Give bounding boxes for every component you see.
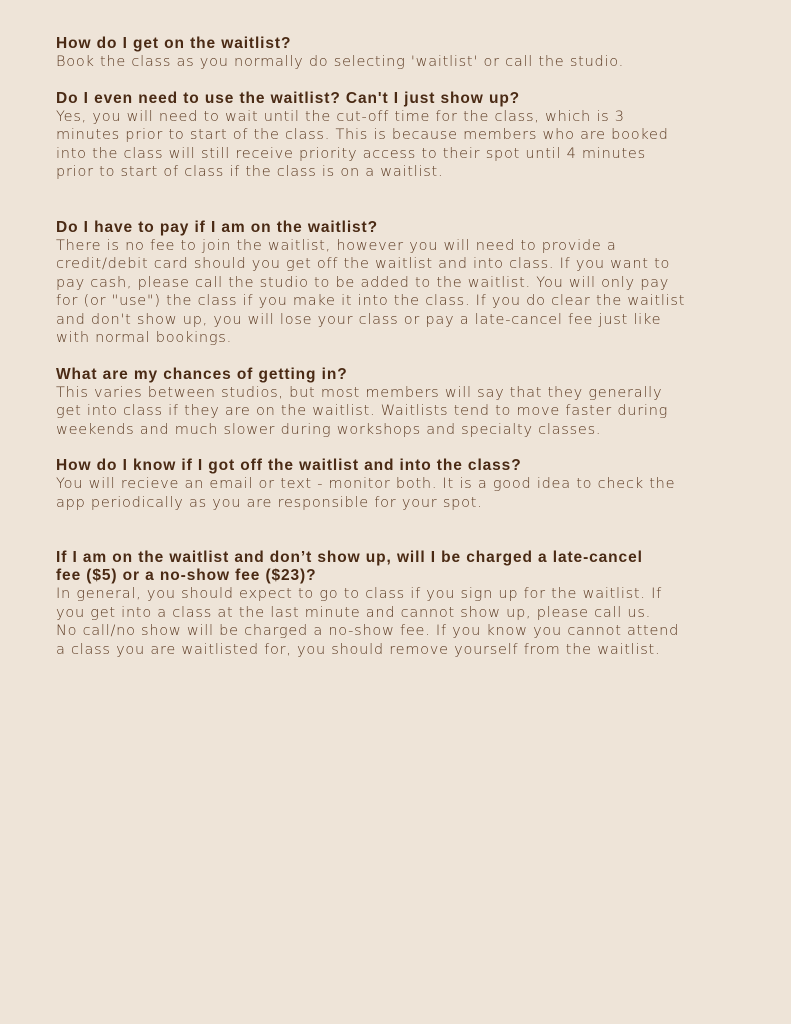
faq-item-pay-waitlist bbox=[56, 219, 756, 348]
faq-question: Do I have to pay if I am on the waitlist? bbox=[56, 218, 378, 236]
faq-answer: In general, you should expect to go to class if you sign up for the waitlist. If you get into a class at the last minute and cannot show up, please call us. No call/no show will be charged a no-show fee. If you know you cannot attend a class you are waitlisted for, you should remove yourself from the waitlist. bbox=[56, 586, 680, 658]
faq-item-need-waitlist bbox=[56, 90, 756, 182]
faq-document bbox=[56, 35, 756, 659]
faq-answer: You will recieve an email or text - monitor both. It is a good idea to check the app periodically as you are responsible for your spot. bbox=[56, 476, 676, 511]
faq-answer: Book the class as you normally do selecting 'waitlist' or call the studio. bbox=[56, 54, 624, 70]
faq-question: How do I get on the waitlist? bbox=[56, 35, 292, 52]
faq-question: If I am on the waitlist and don’t show up, will I be charged a late-cancel fee ($5) or a no-show fee ($23)? bbox=[56, 549, 643, 584]
faq-item-get-on-waitlist bbox=[56, 35, 756, 72]
faq-item-chances bbox=[56, 366, 756, 440]
faq-question: Do I even need to use the waitlist? Can't I just show up? bbox=[56, 89, 521, 107]
faq-item-no-show-fee bbox=[56, 549, 756, 659]
faq-answer: There is no fee to join the waitlist, however you will need to provide a credit/debit card should you get off the waitlist and into class. If you want to pay cash, please call the studio to be added to the waitlist. You will only pay for (or "use") the class if you make it into the class. If you do clear the waitlist and don't show up, you will lose your class or pay a late-cancel fee just like with normal bookings. bbox=[56, 237, 686, 346]
faq-question: What are my chances of getting in? bbox=[56, 365, 348, 383]
faq-answer: Yes, you will need to wait until the cut-off time for the class, which is 3 minutes prior to start of the class. This is because members who are booked into the class will still receive priority access to their spot until 4 minutes prior to start of class if the class is on a waitlist. bbox=[56, 108, 669, 180]
faq-question: How do I know if I got off the waitlist and into the class? bbox=[56, 457, 522, 474]
faq-answer: This varies between studios, but most members will say that they generally get into class if they are on the waitlist. Waitlists tend to move faster during weekends and much slower during workshops and specialty classes. bbox=[56, 384, 669, 438]
faq-item-know-if-in bbox=[56, 457, 756, 512]
